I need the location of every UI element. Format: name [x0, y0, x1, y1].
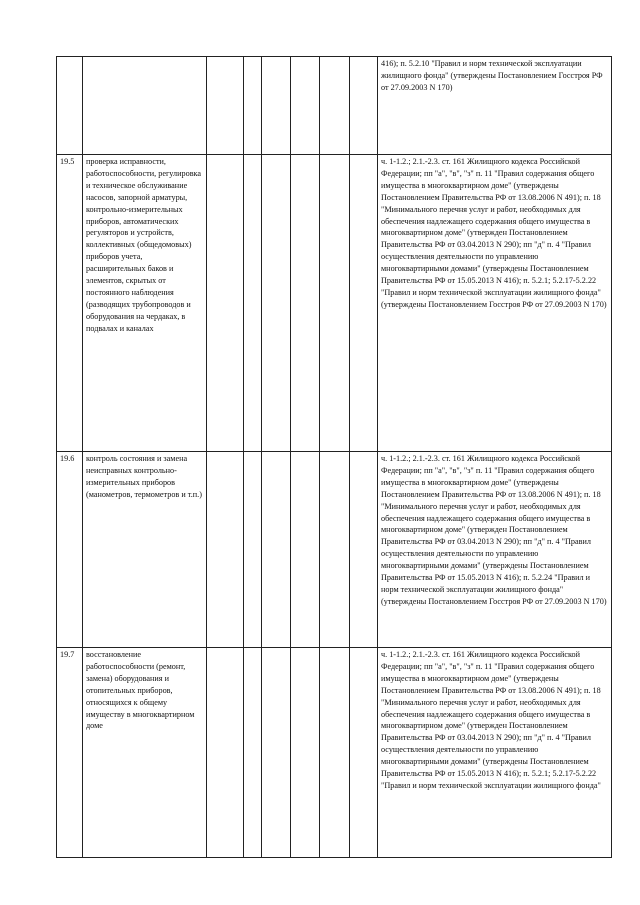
empty-cell: [291, 155, 320, 452]
empty-cell: [244, 452, 262, 648]
empty-cell: [291, 57, 320, 155]
empty-cell: [350, 452, 378, 648]
empty-cell: [262, 648, 291, 858]
empty-cell: [262, 57, 291, 155]
empty-cell: [320, 57, 350, 155]
empty-cell: [207, 648, 244, 858]
row-number: 19.6: [57, 452, 83, 648]
empty-cell: [207, 452, 244, 648]
legal-references: 416); п. 5.2.10 "Правил и норм технической эксплуатации жилищного фонда" (утверждены Постановлением Госстроя РФ от 27.09.2003 N 170): [378, 57, 612, 155]
empty-cell: [350, 155, 378, 452]
row-number: 19.5: [57, 155, 83, 452]
legal-references: ч. 1-1.2.; 2.1.-2.3. ст. 161 Жилищного кодекса Российской Федерации; пп "а", "в", "з" п. 11 "Правил содержания общего имущества в многоквартирном доме" (утверждены Постановлением Правительства РФ от 13.08.2006 N 491); п. 18 "Минимального перечня услуг и работ, необходимых для обеспечения надлежащего содержания общего имущества в многоквартирном доме" (утвержден Постановлением Правительства РФ от 03.04.2013 N 290); пп "д" п. 4 "Правил осуществления деятельности по управлению многоквартирными домами" (утверждены Постановлением Правительства РФ от 15.05.2013 N 416); п. 5.2.1; 5.2.17-5.2.22 "Правил и норм технической эксплуатации жилищного фонда" (утверждены Постановлением Госстроя РФ от 27.09.2003 N 170): [378, 155, 612, 452]
empty-cell: [350, 648, 378, 858]
table-row: [57, 155, 612, 452]
row-number: [57, 57, 83, 155]
works-table: [56, 56, 612, 858]
work-description: проверка исправности, работоспособности, регулировка и техническое обслуживание насосов, запорной арматуры, контрольно-измерительных приборов, автоматических регуляторов и устройств, коллективных (общедомовых) приборов учета, расширительных баков и элементов, скрытых от постоянного наблюдения (разводящих трубопроводов и оборудования на чердаках, в подвалах и каналах: [83, 155, 207, 452]
empty-cell: [244, 648, 262, 858]
table-row: [57, 57, 612, 155]
empty-cell: [244, 155, 262, 452]
row-number: 19.7: [57, 648, 83, 858]
empty-cell: [320, 155, 350, 452]
empty-cell: [207, 57, 244, 155]
work-description: контроль состояния и замена неисправных контрольно-измерительных приборов (манометров, термометров и т.п.): [83, 452, 207, 648]
table-row: [57, 648, 612, 858]
table-row: [57, 452, 612, 648]
empty-cell: [350, 57, 378, 155]
empty-cell: [207, 155, 244, 452]
work-description: восстановление работоспособности (ремонт, замена) оборудования и отопительных приборов, относящихся к общему имуществу в многоквартирном доме: [83, 648, 207, 858]
legal-references: ч. 1-1.2.; 2.1.-2.3. ст. 161 Жилищного кодекса Российской Федерации; пп "а", "в", "з" п. 11 "Правил содержания общего имущества в многоквартирном доме" (утверждены Постановлением Правительства РФ от 13.08.2006 N 491); п. 18 "Минимального перечня услуг и работ, необходимых для обеспечения надлежащего содержания общего имущества в многоквартирном доме" (утвержден Постановлением Правительства РФ от 03.04.2013 N 290); пп "д" п. 4 "Правил осуществления деятельности по управлению многоквартирными домами" (утверждены Постановлением Правительства РФ от 15.05.2013 N 416); п. 5.2.24 "Правил и норм технической эксплуатации жилищного фонда" (утверждены Постановлением Госстроя РФ от 27.09.2003 N 170): [378, 452, 612, 648]
empty-cell: [262, 452, 291, 648]
empty-cell: [262, 155, 291, 452]
legal-references: ч. 1-1.2.; 2.1.-2.3. ст. 161 Жилищного кодекса Российской Федерации; пп "а", "в", "з" п. 11 "Правил содержания общего имущества в многоквартирном доме" (утверждены Постановлением Правительства РФ от 13.08.2006 N 491); п. 18 "Минимального перечня услуг и работ, необходимых для обеспечения надлежащего содержания общего имущества в многоквартирном доме" (утвержден Постановлением Правительства РФ от 03.04.2013 N 290); пп "д" п. 4 "Правил осуществления деятельности по управлению многоквартирными домами" (утверждены Постановлением Правительства РФ от 15.05.2013 N 416); п. 5.2.1; 5.2.17-5.2.22 "Правил и норм технической эксплуатации жилищного фонда": [378, 648, 612, 858]
empty-cell: [320, 648, 350, 858]
work-description: [83, 57, 207, 155]
empty-cell: [244, 57, 262, 155]
empty-cell: [291, 452, 320, 648]
empty-cell: [291, 648, 320, 858]
empty-cell: [320, 452, 350, 648]
